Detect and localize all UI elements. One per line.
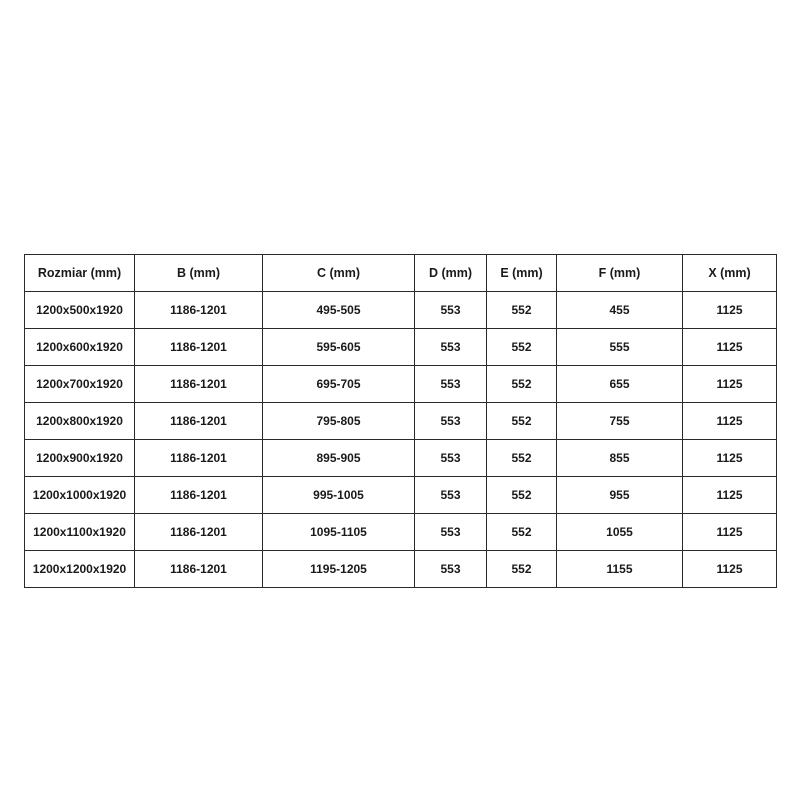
cell-b: 1186-1201 [135,329,263,366]
column-header-f: F (mm) [557,255,683,292]
cell-e: 552 [487,366,557,403]
cell-e: 552 [487,403,557,440]
cell-d: 553 [415,403,487,440]
cell-d: 553 [415,366,487,403]
cell-x: 1125 [683,329,777,366]
table-row [25,403,777,440]
cell-c: 595-605 [263,329,415,366]
cell-size: 1200x1200x1920 [25,551,135,588]
dimensions-table-container [24,254,776,588]
cell-b: 1186-1201 [135,292,263,329]
cell-f: 655 [557,366,683,403]
column-header-e: E (mm) [487,255,557,292]
cell-b: 1186-1201 [135,403,263,440]
cell-e: 552 [487,329,557,366]
cell-x: 1125 [683,366,777,403]
cell-d: 553 [415,329,487,366]
cell-d: 553 [415,551,487,588]
table-row [25,329,777,366]
cell-size: 1200x700x1920 [25,366,135,403]
cell-x: 1125 [683,551,777,588]
cell-d: 553 [415,440,487,477]
table-header [25,255,777,292]
cell-size: 1200x600x1920 [25,329,135,366]
cell-f: 455 [557,292,683,329]
cell-size: 1200x1100x1920 [25,514,135,551]
cell-f: 755 [557,403,683,440]
table-row [25,514,777,551]
cell-b: 1186-1201 [135,440,263,477]
cell-b: 1186-1201 [135,366,263,403]
cell-f: 1155 [557,551,683,588]
table-body [25,292,777,588]
cell-x: 1125 [683,403,777,440]
cell-size: 1200x900x1920 [25,440,135,477]
cell-e: 552 [487,292,557,329]
cell-b: 1186-1201 [135,477,263,514]
column-header-d: D (mm) [415,255,487,292]
cell-c: 995-1005 [263,477,415,514]
table-row [25,477,777,514]
column-header-size: Rozmiar (mm) [25,255,135,292]
cell-f: 555 [557,329,683,366]
dimensions-table [24,254,777,588]
table-header-row [25,255,777,292]
cell-x: 1125 [683,477,777,514]
table-row [25,440,777,477]
cell-d: 553 [415,514,487,551]
cell-c: 1095-1105 [263,514,415,551]
cell-b: 1186-1201 [135,514,263,551]
column-header-c: C (mm) [263,255,415,292]
cell-d: 553 [415,477,487,514]
cell-f: 955 [557,477,683,514]
cell-f: 855 [557,440,683,477]
cell-e: 552 [487,477,557,514]
cell-c: 495-505 [263,292,415,329]
cell-c: 795-805 [263,403,415,440]
cell-f: 1055 [557,514,683,551]
cell-size: 1200x500x1920 [25,292,135,329]
cell-x: 1125 [683,514,777,551]
cell-e: 552 [487,551,557,588]
cell-x: 1125 [683,292,777,329]
table-row [25,551,777,588]
cell-b: 1186-1201 [135,551,263,588]
cell-c: 1195-1205 [263,551,415,588]
cell-c: 695-705 [263,366,415,403]
table-row [25,292,777,329]
column-header-x: X (mm) [683,255,777,292]
cell-e: 552 [487,514,557,551]
cell-e: 552 [487,440,557,477]
cell-size: 1200x1000x1920 [25,477,135,514]
table-row [25,366,777,403]
column-header-b: B (mm) [135,255,263,292]
cell-d: 553 [415,292,487,329]
cell-c: 895-905 [263,440,415,477]
cell-x: 1125 [683,440,777,477]
cell-size: 1200x800x1920 [25,403,135,440]
